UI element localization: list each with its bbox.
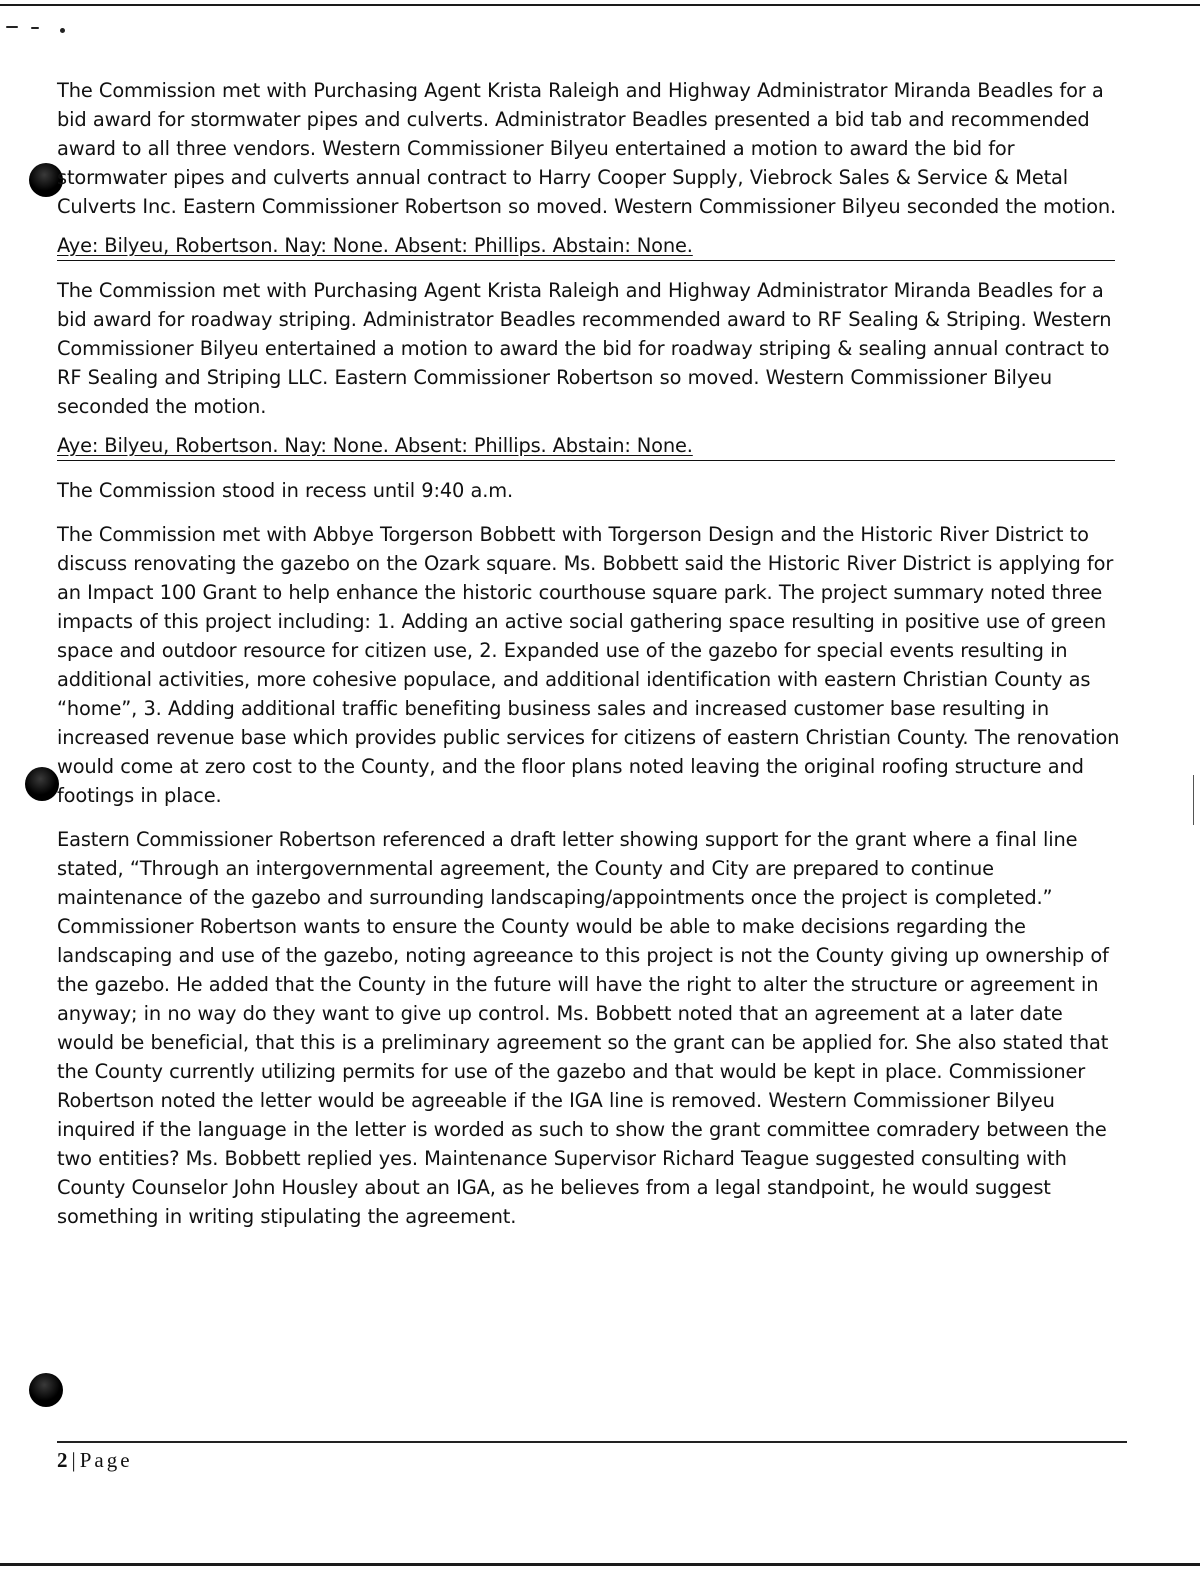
- paragraph-draft-letter: Eastern Commissioner Robertson referenced a draft letter showing support for the grant where a final line stated, “Through an intergovernmental agreement, the County and City are prepared to continue maintenance of the gazebo and surrounding landscaping/appointments once the project is completed.” Commissioner Robertson wants to ensure the County would be able to make decisions regarding the landscaping and use of the gazebo, noting agreeance to this project is not the County giving up ownership of the gazebo. He added that the County in the future will have the right to alter the structure or agreement in anyway; in no way do they want to give up control. Ms. Bobbett noted that an agreement at a later date would be beneficial, that this is a preliminary agreement so the grant can be applied for. She also stated that the County currently utilizing permits for use of the gazebo and that would be kept in place. Commissioner Robertson noted the letter would be agreeable if the IGA line is removed. Western Commissioner Bilyeu inquired if the language in the letter is worded as such to show the grant committee comradery between the two entities? Ms. Bobbett replied yes. Maintenance Supervisor Richard Teague suggested consulting with County Counselor John Housley about an IGA, as he believes from a legal standpoint, he would suggest something in writing stipulating the agreement.: [57, 828, 1109, 1228]
- binder-hole-middle: [25, 767, 59, 801]
- vote-text: Aye: Bilyeu, Robertson. Nay: None. Absent: Phillips. Abstain: None.: [57, 234, 693, 257]
- paragraph-gazebo-grant: The Commission met with Abbye Torgerson Bobbett with Torgerson Design and the Historic River District to discuss renovating the gazebo on the Ozark square. Ms. Bobbett said the Historic River District is applying for an Impact 100 Grant to help enhance the historic courthouse square park. The project summary noted three impacts of this project including: 1. Adding an active social gathering space resulting in positive use of green space and outdoor resource for citizen use, 2. Expanded use of the gazebo for special events resulting in additional activities, more cohesive populace, and additional identification with eastern Christian County as “home”, 3. Adding additional traffic benefiting business sales and increased customer base resulting in increased revenue base which provides public services for citizens of eastern Christian County. The renovation would come at zero cost to the County, and the floor plans noted leaving the original roofing structure and footings in place.: [57, 523, 1120, 807]
- paragraph-recess: The Commission stood in recess until 9:40 a.m.: [57, 479, 514, 502]
- scan-speck: [31, 27, 39, 29]
- scan-speck: [6, 26, 18, 28]
- page-separator: |: [71, 1448, 76, 1472]
- footer-divider: [57, 1441, 1127, 1443]
- top-scan-edge: [0, 4, 1200, 6]
- minutes-body: [57, 76, 1125, 1246]
- paragraph-stormwater-bid: The Commission met with Purchasing Agent Krista Raleigh and Highway Administrator Miranda Beadles for a bid award for stormwater pipes and culverts. Administrator Beadles presented a bid tab and recommended award to all three vendors. Western Commissioner Bilyeu entertained a motion to award the bid for stormwater pipes and culverts annual contract to Harry Cooper Supply, Viebrock Sales & Service & Metal Culverts Inc. Eastern Commissioner Robertson so moved. Western Commissioner Bilyeu seconded the motion.: [57, 79, 1117, 218]
- scan-edge-mark: [1193, 775, 1194, 825]
- binder-hole-bottom: [29, 1373, 63, 1407]
- paragraph-striping-bid: The Commission met with Purchasing Agent Krista Raleigh and Highway Administrator Miranda Beadles for a bid award for roadway striping. Administrator Beadles recommended award to RF Sealing & Striping. Western Commissioner Bilyeu entertained a motion to award the bid for roadway striping & sealing annual contract to RF Sealing and Striping LLC. Eastern Commissioner Robertson so moved. Western Commissioner Bilyeu seconded the motion.: [57, 279, 1112, 418]
- bottom-scan-edge: [0, 1563, 1200, 1566]
- page-number: 2: [57, 1448, 68, 1472]
- page-footer: [57, 1445, 133, 1475]
- vote-record-striping: [57, 431, 1115, 461]
- vote-record-stormwater: [57, 231, 1115, 261]
- scan-speck: [60, 28, 65, 33]
- page-label: Page: [79, 1448, 133, 1472]
- vote-text: Aye: Bilyeu, Robertson. Nay: None. Absent: Phillips. Abstain: None.: [57, 434, 693, 457]
